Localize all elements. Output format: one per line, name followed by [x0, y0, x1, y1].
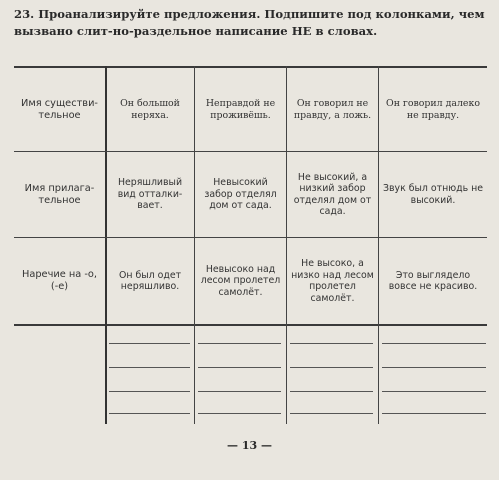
answer-blank-line	[109, 343, 190, 344]
answer-blank-line	[109, 391, 190, 392]
answer-blank-line	[198, 343, 281, 344]
answer-blank-line	[290, 391, 373, 392]
answer-blank-line	[109, 367, 190, 368]
row-label-noun: Имя существи-тельное	[21, 97, 98, 121]
row-label-adverb: Наречие на -о, (-е)	[21, 269, 98, 292]
answer-blank-line	[382, 367, 486, 368]
table-cell: Не высокий, а низкий забор отделял дом от сада.	[293, 171, 372, 217]
answer-blank-line	[198, 391, 281, 392]
page-number: — 13 —	[227, 439, 272, 452]
column-divider	[378, 322, 379, 424]
task-text: 23. Проанализируйте предложения. Подпишите под колонками, чем вызвано слит-но-раздельное написание НЕ в словах.	[14, 7, 485, 38]
answer-blank-line	[290, 343, 373, 344]
table-cell: Это выглядело вовсе не красиво.	[388, 269, 478, 292]
answer-blank-line	[382, 391, 486, 392]
answer-blank-line	[198, 413, 281, 414]
row-label-adjective: Имя прилага-тельное	[24, 182, 95, 206]
answer-blank-line	[109, 413, 190, 414]
table-cell: Он говорил не правду, а ложь.	[293, 98, 372, 121]
table-cell: Звук был отнюдь не высокий.	[383, 183, 483, 206]
column-divider	[286, 322, 287, 424]
table-cell: Неправдой не проживёшь.	[205, 98, 276, 121]
column-divider	[105, 322, 107, 424]
table-cell: Невысоко над лесом пролетел самолёт.	[200, 263, 281, 298]
table-cell: Невысокий забор отделял дом от сада.	[204, 177, 277, 212]
answer-blank-line	[198, 367, 281, 368]
column-divider	[194, 322, 195, 424]
answer-blank-line	[290, 413, 373, 414]
table-cell: Он был одет неряшливо.	[118, 269, 182, 292]
table-cell: Не высоко, а низко над лесом пролетел самолёт.	[291, 258, 374, 304]
table-cell: Он большой неряха.	[120, 98, 180, 121]
table-cell: Он говорил далеко не правду.	[386, 98, 480, 121]
answer-blank-line	[382, 343, 486, 344]
answer-blank-line	[290, 367, 373, 368]
analysis-table	[14, 66, 487, 326]
answer-blank-line	[382, 413, 486, 414]
table-cell: Неряшливый вид отталки-вает.	[117, 177, 183, 212]
